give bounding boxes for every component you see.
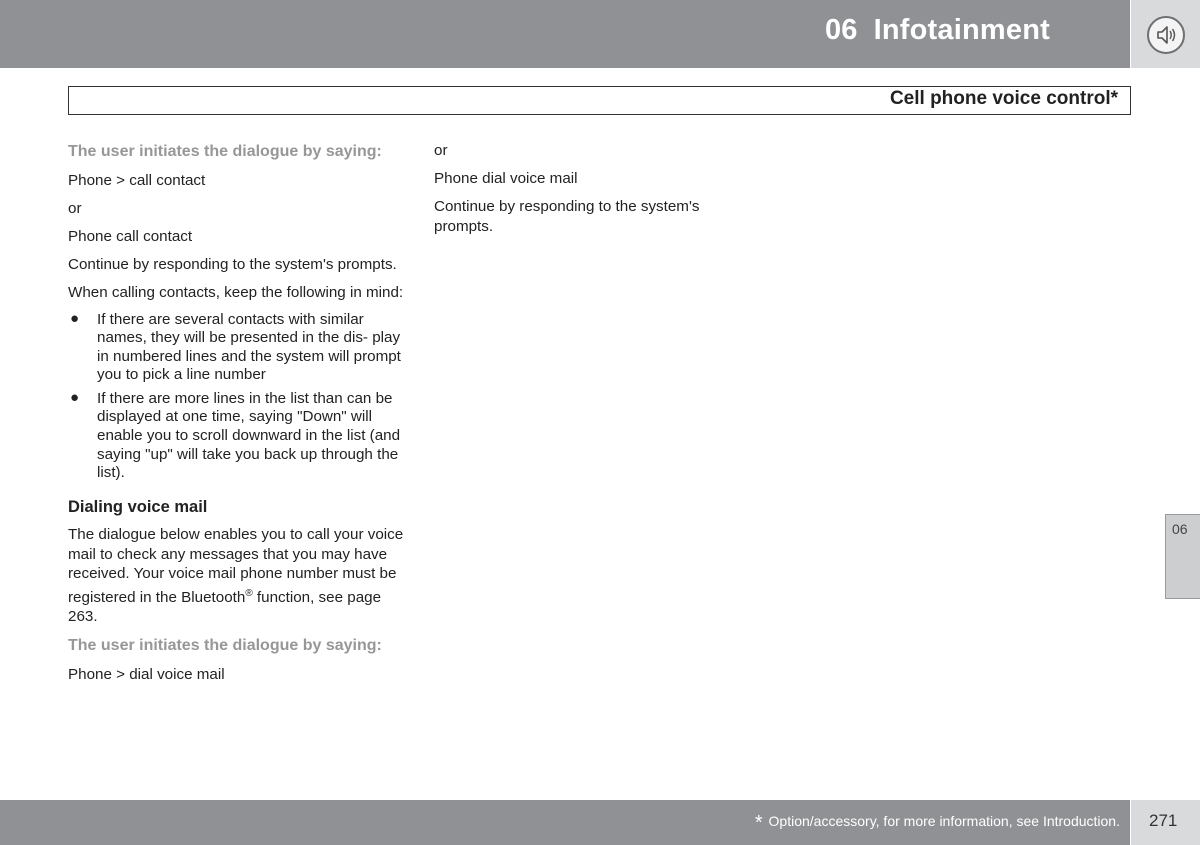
text-column-left bbox=[68, 141, 404, 693]
section-title-box bbox=[68, 86, 1131, 115]
chapter-number: 06 bbox=[824, 14, 858, 46]
or-text: or bbox=[434, 142, 448, 159]
command-call-contact: Phone > call contact bbox=[68, 171, 206, 189]
asterisk: * bbox=[754, 812, 763, 834]
footer-bar bbox=[0, 800, 1130, 845]
bullet-icon: ● bbox=[70, 309, 80, 327]
section-title: Cell phone voice control* bbox=[889, 88, 1118, 109]
chapter-header-bar bbox=[0, 0, 1130, 68]
command-phone-call-contact: Phone call contact bbox=[68, 227, 193, 245]
continue-instruction: Continue by responding to the system's prompts. bbox=[68, 255, 397, 273]
command-dial-voice-mail: Phone > dial voice mail bbox=[68, 665, 225, 683]
chapter-name: Infotainment bbox=[873, 14, 1050, 46]
voicemail-heading: Dialing voice mail bbox=[68, 497, 208, 516]
voicemail-description: The dialogue below enables you to call your voice mail to check any messages that you may have received. Your voice mail phone number must be registered in the Bluetooth® function, see page 263. bbox=[68, 526, 404, 626]
chapter-icon-box bbox=[1131, 0, 1200, 68]
bullet-icon: ● bbox=[70, 388, 80, 406]
page-number: 271 bbox=[1149, 811, 1178, 830]
continue-instruction: Continue by responding to the system's prompts. bbox=[434, 198, 700, 235]
chapter-side-tab[interactable] bbox=[1165, 514, 1200, 599]
footnote: * Option/accessory, for more information, see Introduction. bbox=[754, 812, 1120, 834]
chapter-title bbox=[825, 14, 1050, 47]
or-text: or bbox=[68, 199, 82, 217]
dialogue-heading: The user initiates the dialogue by saying: bbox=[68, 143, 382, 160]
page-number-box bbox=[1131, 800, 1200, 845]
side-tab-label: 06 bbox=[1172, 521, 1188, 537]
text-column-right bbox=[434, 141, 734, 245]
calling-contacts-intro: When calling contacts, keep the following in mind: bbox=[68, 283, 404, 301]
dialogue-heading: The user initiates the dialogue by saying: bbox=[68, 637, 382, 655]
list-item: ● If there are several contacts with similar names, they will be presented in the dis- play in numbered lines and the system will prompt you to pick a line number bbox=[70, 309, 401, 384]
command-phone-dial-voice-mail: Phone dial voice mail bbox=[434, 170, 578, 187]
list-item: ● If there are more lines in the list than can be displayed at one time, saying "Down" will enable you to scroll downward in the list (and saying "up" will take you back up through the list). bbox=[70, 388, 401, 482]
speaker-sound-icon bbox=[1147, 16, 1185, 54]
contacts-bullet-list bbox=[68, 311, 404, 483]
